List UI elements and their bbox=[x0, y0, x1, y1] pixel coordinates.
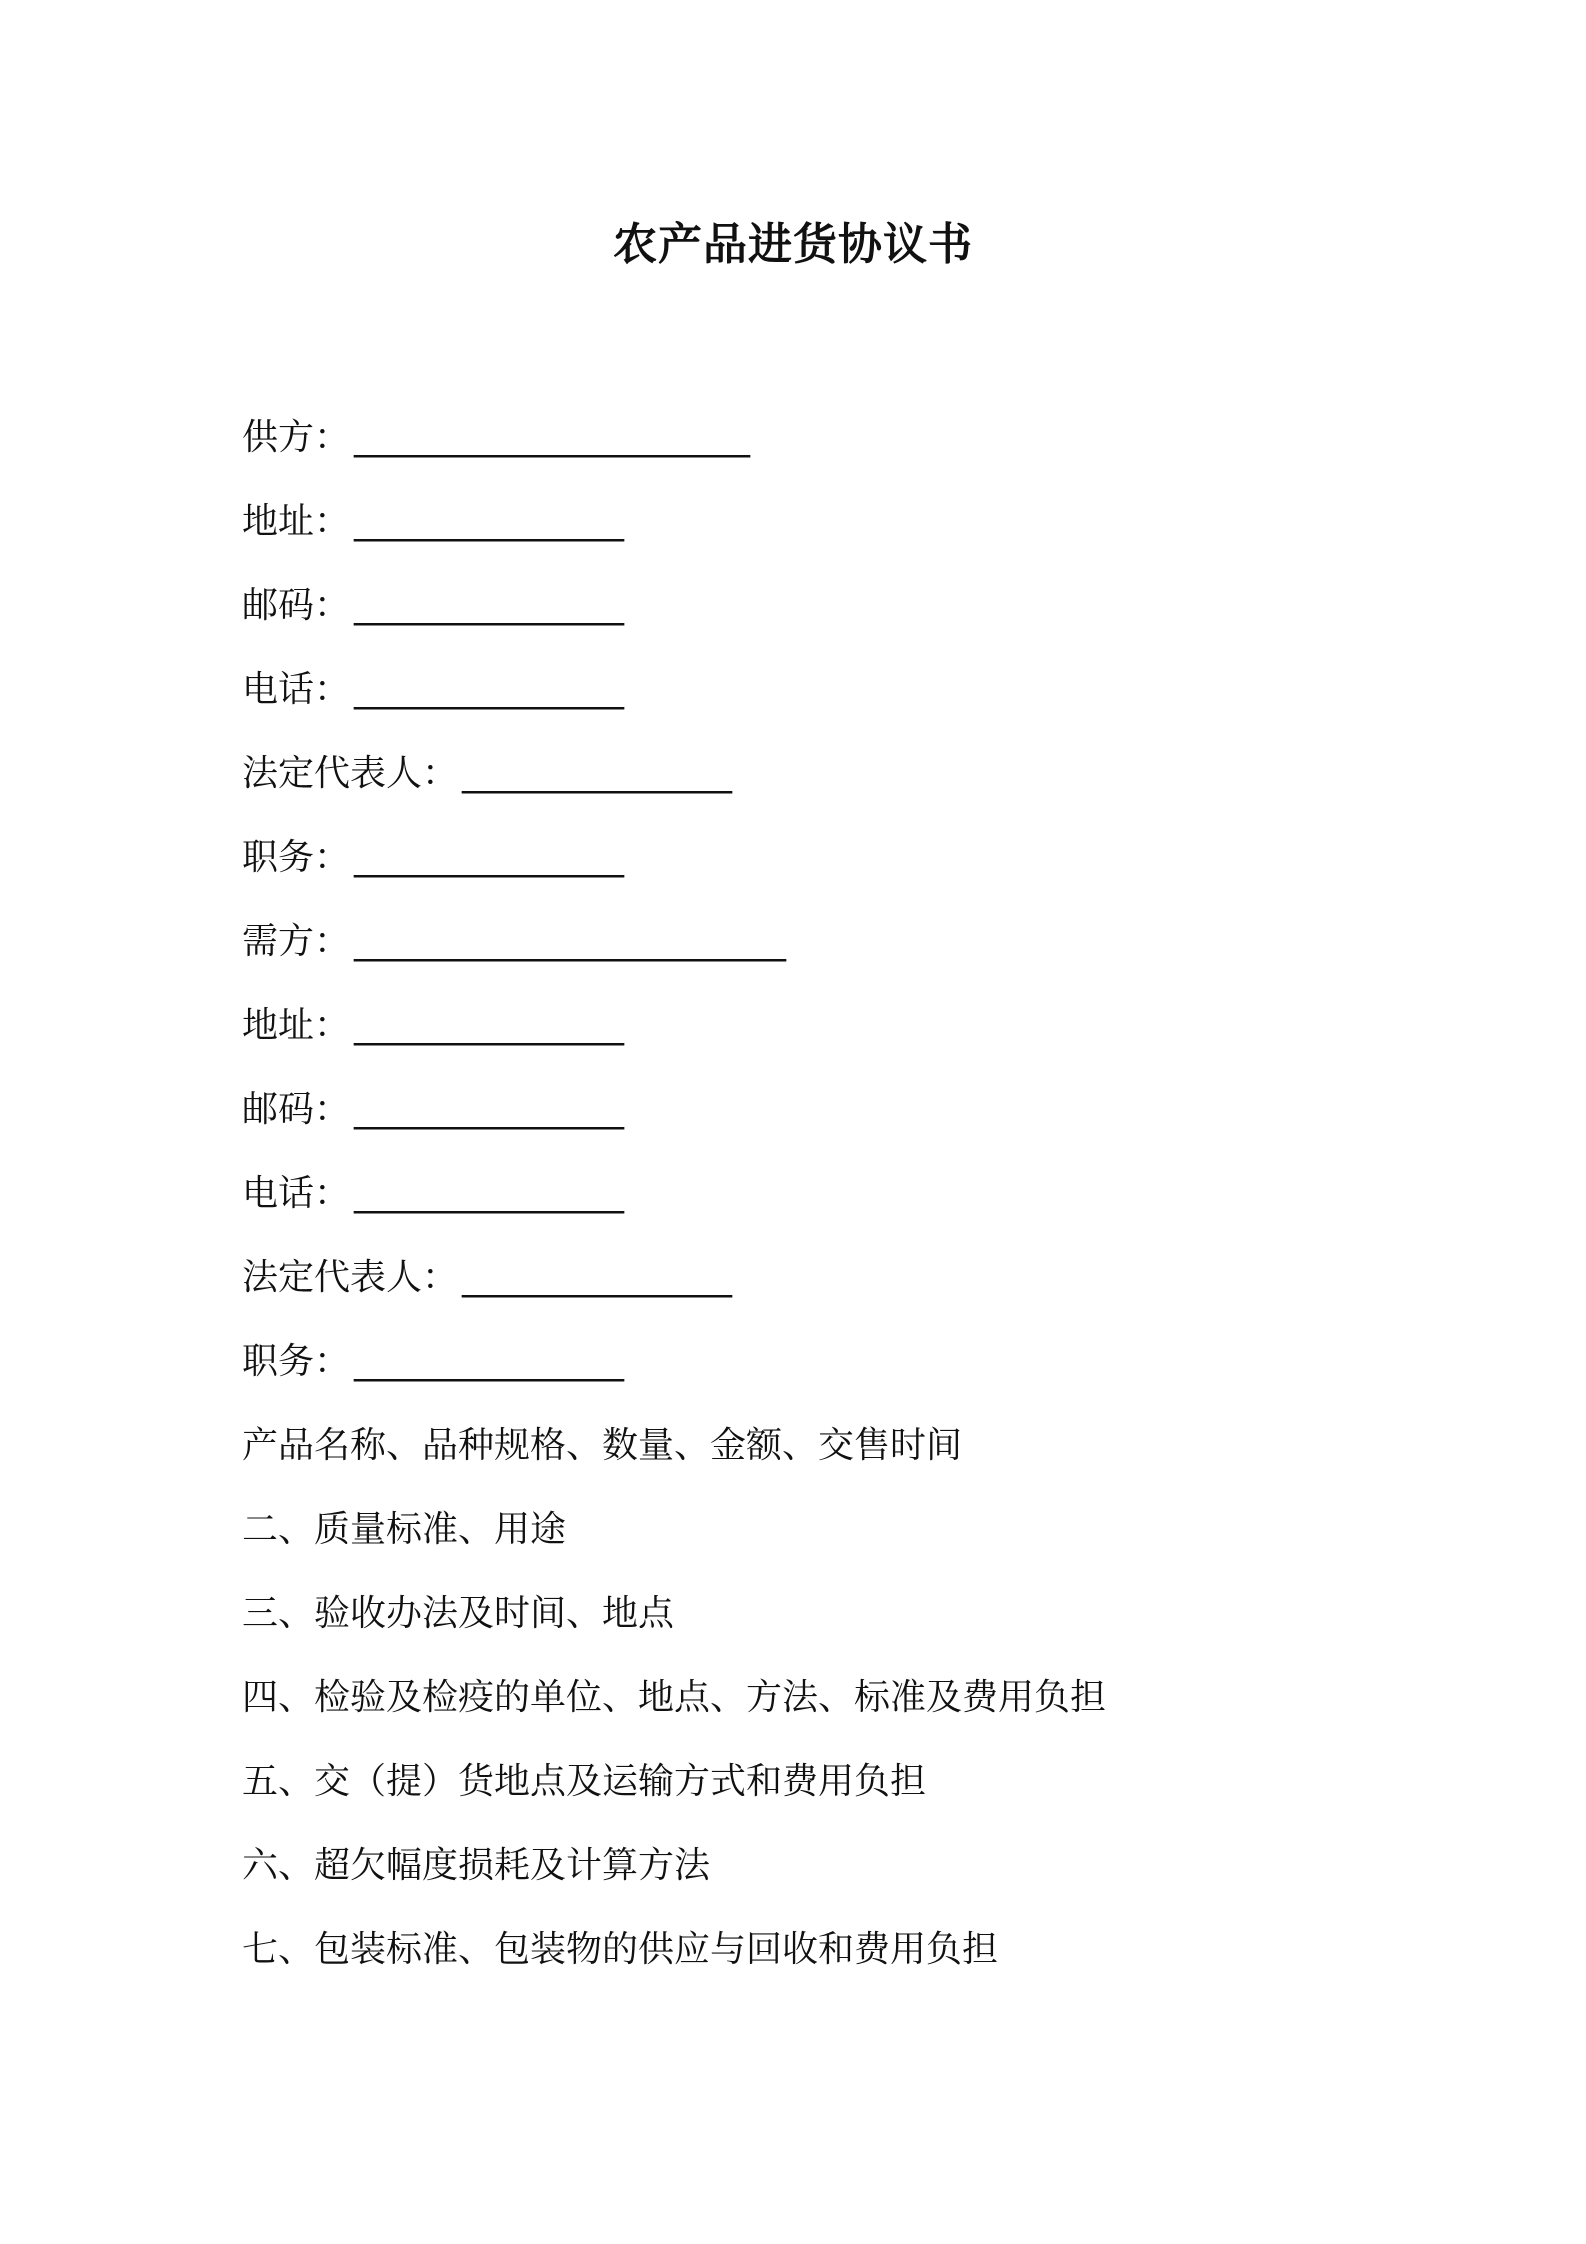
clause-packaging: 七、包装标准、包装物的供应与回收和费用负担 bbox=[242, 1929, 999, 1970]
buyer-legal-rep-blank: _______________ bbox=[462, 1257, 733, 1298]
supplier-legal-rep-blank: _______________ bbox=[462, 753, 733, 794]
clause-delivery-transport: 五、交（提）货地点及运输方式和费用负担 bbox=[242, 1761, 927, 1802]
supplier-name-row bbox=[242, 410, 1372, 494]
clause-product-details: 产品名称、品种规格、数量、金额、交售时间 bbox=[242, 1425, 963, 1466]
buyer-legal-rep-row bbox=[242, 1250, 1372, 1334]
buyer-phone-blank: _______________ bbox=[354, 1173, 625, 1214]
buyer-name-blank: ________________________ bbox=[354, 921, 787, 962]
supplier-postcode-label: 邮码： bbox=[242, 585, 351, 626]
clause-loss-calculation: 六、超欠幅度损耗及计算方法 bbox=[242, 1845, 711, 1886]
buyer-legal-rep-label: 法定代表人： bbox=[242, 1257, 459, 1298]
supplier-phone-row bbox=[242, 662, 1372, 746]
buyer-phone-row bbox=[242, 1166, 1372, 1250]
supplier-address-blank: _______________ bbox=[354, 501, 625, 542]
supplier-legal-rep-row bbox=[242, 746, 1372, 830]
clause-quality-standard: 二、质量标准、用途 bbox=[242, 1509, 567, 1550]
supplier-address-row bbox=[242, 494, 1372, 578]
buyer-address-label: 地址： bbox=[242, 1005, 351, 1046]
supplier-phone-blank: _______________ bbox=[354, 669, 625, 710]
buyer-position-label: 职务： bbox=[242, 1341, 351, 1382]
buyer-name-row bbox=[242, 914, 1372, 998]
buyer-phone-label: 电话： bbox=[242, 1173, 351, 1214]
clause-acceptance-method: 三、验收办法及时间、地点 bbox=[242, 1593, 675, 1634]
supplier-postcode-blank: _______________ bbox=[354, 585, 625, 626]
buyer-position-row bbox=[242, 1334, 1372, 1418]
supplier-legal-rep-label: 法定代表人： bbox=[242, 753, 459, 794]
buyer-address-row bbox=[242, 998, 1372, 1082]
supplier-postcode-row bbox=[242, 578, 1372, 662]
buyer-postcode-blank: _______________ bbox=[354, 1089, 625, 1130]
clause-inspection-quarantine: 四、检验及检疫的单位、地点、方法、标准及费用负担 bbox=[242, 1677, 1107, 1718]
document-title: 农产品进货协议书 bbox=[613, 219, 973, 270]
supplier-name-blank: ______________________ bbox=[354, 417, 751, 458]
buyer-postcode-row bbox=[242, 1082, 1372, 1166]
buyer-address-blank: _______________ bbox=[354, 1005, 625, 1046]
supplier-phone-label: 电话： bbox=[242, 669, 351, 710]
supplier-address-label: 地址： bbox=[242, 501, 351, 542]
supplier-position-blank: _______________ bbox=[354, 837, 625, 878]
buyer-postcode-label: 邮码： bbox=[242, 1089, 351, 1130]
supplier-position-row bbox=[242, 830, 1372, 914]
buyer-name-label: 需方： bbox=[242, 921, 351, 962]
supplier-name-label: 供方： bbox=[242, 417, 351, 458]
document-body bbox=[242, 410, 1372, 2006]
supplier-position-label: 职务： bbox=[242, 837, 351, 878]
buyer-position-blank: _______________ bbox=[354, 1341, 625, 1382]
